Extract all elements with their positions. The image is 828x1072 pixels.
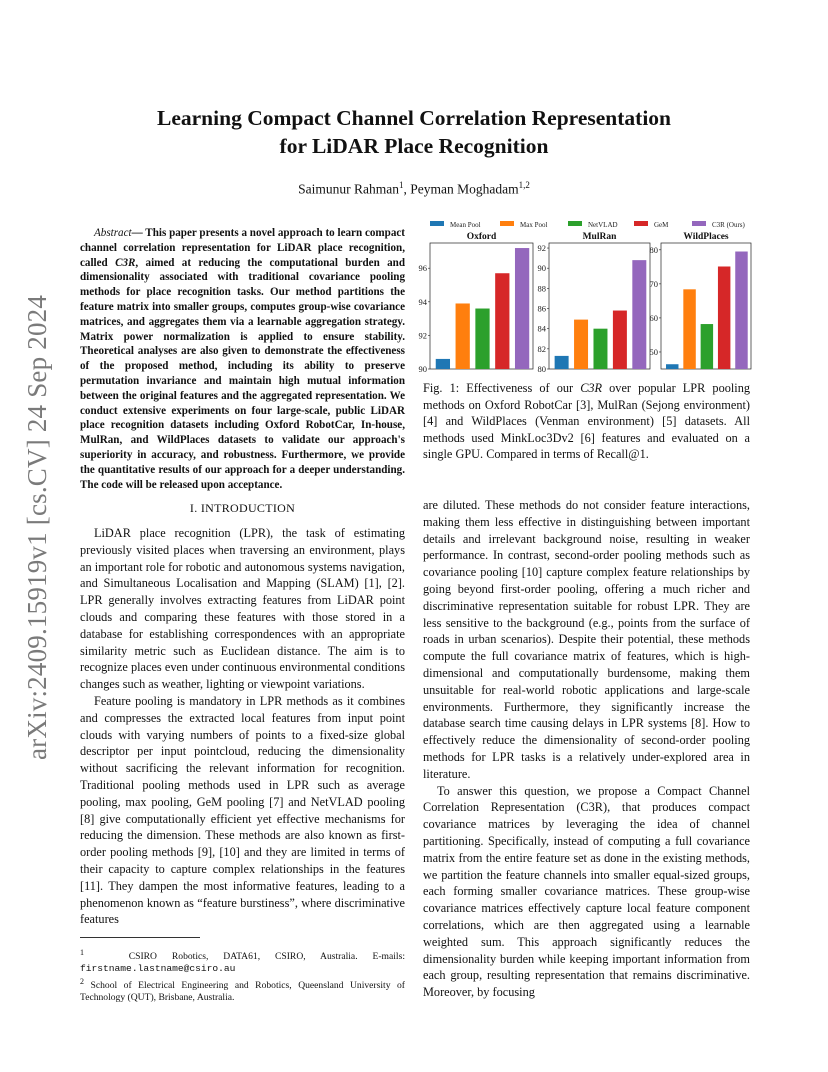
legend-label-2: NetVLAD (588, 221, 618, 229)
footnote-1-text: CSIRO Robotics, DATA61, CSIRO, Australia. E-mails: (128, 951, 405, 963)
y-tick-label-1-0: 80 (537, 364, 546, 374)
caption-c3r: C3R (580, 381, 603, 395)
y-tick-label-0-2: 94 (418, 296, 427, 307)
caption-label: Fig. 1: Effectiveness of our (423, 381, 581, 395)
panel-title-1: MulRan (582, 232, 617, 242)
legend-label-4: C3R (Ours) (712, 221, 745, 229)
bar-1-0 (555, 356, 569, 369)
y-tick-label-1-6: 92 (537, 243, 546, 254)
y-tick-label-0-0: 90 (418, 364, 427, 374)
bar-2-2 (701, 324, 713, 369)
bar-2-3 (718, 266, 730, 369)
author-separator: , (403, 181, 411, 197)
y-tick-label-0-3: 96 (418, 263, 427, 274)
intro-paragraph-2: Feature pooling is mandatory in LPR methods as it combines and compresses the extracted local features from input point clouds with varying numbers of points to a fixed-size global descriptor per input pointcloud, reducing the dimensionality without sacrificing the relevant information for recognition. Traditional pooling methods used in LPR such as average pooling, max pooling, GeM pooling [7] and NetVLAD pooling [8] give computationally efficient yet effective mechanisms for reducing the dimension. These methods are also known as first-order pooling methods [9], [10] and they are limited in terms of their capacity to capture complex relationships in the features [11]. They dampen the most informative features, leading to a phenomenon known as “feature burstiness”, where discriminative features (80, 693, 405, 927)
footnote-1-mark: 1 (80, 948, 84, 957)
bar-0-0 (436, 359, 450, 369)
chart-panel-0 (419, 232, 534, 374)
legend-swatch-1 (500, 221, 514, 226)
figure-1-caption (423, 380, 750, 463)
abstract-dash: — (131, 227, 146, 239)
intro-paragraph-1: LiDAR place recognition (LPR), the task of estimating previously visited places when traversing an environment, plays an important role for robotic and autonomous systems navigation, and Simultaneous Localisation and Mapping (SLAM) [1], [2]. LPR generally involves extracting features from LiDAR point clouds and comparing these features with those stored in a database for establishing correspondences with an appropriate similarity metric such as Euclidean distance. The aim is to recognize places even under continuous environmental conditions changes such as weather, lighting or viewpoint variations. (80, 526, 405, 692)
y-tick-label-2-2: 70 (649, 278, 658, 289)
y-tick-label-2-3: 80 (649, 244, 658, 255)
footnote-2-mark: 2 (80, 976, 84, 986)
y-tick-label-2-0: 50 (649, 346, 658, 357)
bar-0-2 (475, 309, 489, 369)
author-1-affiliation: 1 (399, 180, 404, 190)
author-list (0, 180, 828, 198)
bar-2-1 (683, 289, 695, 369)
paper-title (0, 104, 828, 160)
y-tick-label-0-1: 92 (418, 330, 427, 341)
y-tick-label-1-3: 86 (537, 303, 546, 314)
legend-label-3: GeM (654, 221, 669, 229)
caption-text: over popular LPR pooling methods on Oxford RobotCar [3], MulRan (Sejong environment) [4] and WildPlaces (Venman environment) [5] datasets. All methods used MinkLoc3Dv2 [6] features and evaluated on a single GPU. Compared in terms of Recall@1. (423, 381, 750, 461)
footnote-rule (80, 937, 200, 938)
abstract (80, 226, 405, 492)
legend-label-1: Max Pool (520, 221, 548, 229)
bar-1-2 (593, 329, 607, 369)
title-line-2: for LiDAR Place Recognition (279, 134, 549, 158)
author-1: Saimunur Rahman (298, 181, 399, 197)
legend-swatch-4 (692, 221, 706, 226)
right-paragraph-1: are diluted. These methods do not consider feature interactions, making them less effective in distinguishing between important details and irrelevant background noise, resulting in weaker performance. In contrast, second-order pooling methods such as covariance pooling [10] capture complex feature relationships by going beyond first-order pooling, offering a much richer and discriminative representation suitable for robust LPR. They are less sensitive to the background (e.g., points from the surface of roads in urban scenarios). Despite their potential, these methods compute the full covariance matrix of features, which is high-dimensional and computationally burdensome, making them unsuitable for real-world robotic applications and large-scale environments. Furthermore, they significantly increase the database search time causing delays in LPR systems [8]. How to effectively reduce the dimensionality of second-order pooling methods for LPR tasks is a relatively under-explored area in literature. (423, 498, 750, 781)
chart-panel-1 (538, 232, 651, 374)
arxiv-identifier: arXiv:2409.15919v1 [cs.CV] 24 Sep 2024 (22, 294, 52, 760)
footnote-2-text: School of Electrical Engineering and Robotics, Queensland University of Technology (QUT), Brisbane, Australia. (80, 979, 405, 1004)
legend-swatch-0 (430, 221, 444, 226)
y-tick-label-1-4: 88 (537, 283, 546, 294)
author-2-affiliation: 1,2 (518, 180, 530, 190)
y-tick-label-1-5: 90 (537, 263, 546, 274)
footnote-1-email: firstname.lastname@csiro.au (80, 963, 236, 975)
bar-1-3 (613, 311, 627, 369)
chart-panel-2 (650, 232, 752, 369)
bar-2-0 (666, 364, 678, 369)
chart-legend (430, 221, 746, 229)
right-paragraph-2: To answer this question, we propose a Compact Channel Correlation Representation (C3R), that produces compact covariance matrices by leveraging the idea of channel partitioning. Specifically, instead of computing a full covariance matrix from the entire feature set as done in the existing methods, we partition the feature channels into smaller equal-sized groups, each forming smaller covariance matrices. These group-wise covariance matrices effectively capture local feature component correlations, which are then aggregated using a learnable weighted sum. This approach significantly reduces the dimensionality burden while keeping important information from each group, resulting representation that remains discriminative. Moreover, by focusing (423, 783, 750, 1000)
title-line-1: Learning Compact Channel Correlation Representation (157, 106, 671, 130)
abstract-label: Abstract (94, 227, 132, 239)
y-tick-label-1-2: 84 (537, 323, 546, 334)
panel-title-0: Oxford (466, 232, 497, 242)
y-tick-label-1-1: 82 (537, 343, 546, 354)
author-2: Peyman Moghadam (410, 181, 519, 197)
legend-swatch-2 (568, 221, 582, 226)
intro-column-right (423, 497, 750, 1001)
legend-label-0: Mean Pool (450, 221, 481, 229)
abstract-c3r: C3R (115, 256, 136, 269)
bar-0-1 (456, 303, 470, 369)
bar-0-3 (495, 273, 509, 369)
legend-swatch-3 (634, 221, 648, 226)
y-tick-label-2-1: 60 (649, 312, 658, 323)
abstract-text-2: , aimed at reducing the computational burden and dimensionality associated with traditional covariance pooling methods for place recognition tasks. Our method partitions the feature matrix into smaller groups, computes group-wise covariance matrices, and aggregates them via a learnable aggregation strategy. Matrix power normalization is applied to ensure stability. Theoretical analyses are also given to demonstrate the effectiveness of the proposed method, including its ability to preserve permutation invariance and maintain high mutual information between the original features and the aggregated representation. We conduct extensive experiments on four large-scale, public LiDAR place recognition datasets including Oxford RobotCar, In-house, MulRan, and WildPlaces datasets to validate our approach's superiority in accuracy, and robustness. Furthermore, we provide the quantitative results of our approach for a deeper understanding. The code will be released upon acceptance. (80, 256, 405, 491)
bar-2-4 (735, 252, 747, 369)
figure-1-chart (420, 216, 756, 376)
abstract-text-1: This paper presents a novel approach to learn compact channel correlation representation for LiDAR place recognition, called (80, 227, 405, 269)
footnotes (80, 947, 405, 1005)
bar-1-4 (632, 260, 646, 369)
bar-1-1 (574, 320, 588, 369)
footnote-1 (80, 947, 405, 976)
section-heading-introduction: I. INTRODUCTION (189, 501, 296, 515)
bar-0-4 (515, 248, 529, 369)
panel-title-2: WildPlaces (683, 232, 729, 242)
intro-column-left (80, 525, 405, 928)
footnote-2 (80, 976, 405, 1005)
